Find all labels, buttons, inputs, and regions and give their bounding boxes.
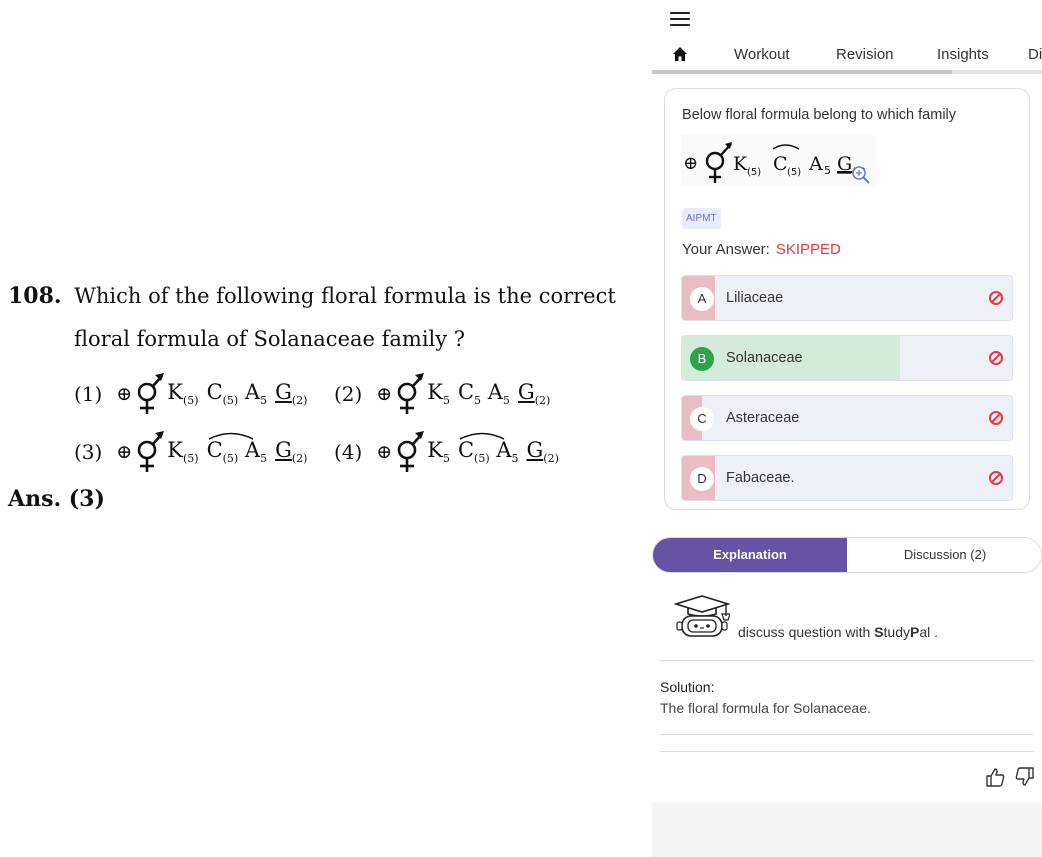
bisexual-flower-icon [395,430,425,474]
floral-formula [116,372,315,416]
scan-option-label: (4) [334,440,363,464]
svg-text:5: 5 [824,164,831,177]
explanation-discussion-toggle [652,537,1042,573]
answer-option-d[interactable] [681,455,1013,501]
not-selected-icon [988,290,1004,306]
answer-option-b[interactable] [681,335,1013,381]
formula-image[interactable] [681,135,876,187]
actinomorphic-symbol: ⊕ [116,383,133,405]
scan-option-2 [334,372,558,416]
question-line-1 [8,283,616,309]
gynoecium-term: $G_{(2)}$ [517,380,551,408]
option-text: Asteraceae [726,410,800,426]
scan-option-3 [74,430,315,474]
question-number: 108. [8,283,62,309]
not-selected-icon [988,470,1004,486]
divider [660,660,1034,661]
bisexual-flower-icon [135,372,165,416]
tab-insights[interactable]: Insights [937,46,989,63]
studypal-robot-icon[interactable] [674,594,730,640]
studypal-p: P [910,624,920,640]
svg-text:(5): (5) [747,167,762,178]
hamburger-menu-icon[interactable] [670,12,690,30]
option-text: Fabaceae. [726,470,795,486]
solution-title: Solution: [660,679,715,695]
not-selected-icon [988,410,1004,426]
option-letter: A [690,287,714,311]
svg-text:G: G [837,153,853,175]
gynoecium-term: $G_{(2)}$ [526,438,559,466]
calyx-term: $K_{(5)}$ [167,380,199,408]
thumbs-down-icon[interactable] [1014,766,1036,788]
corolla-androecium-term: $C_{(5)}$ $A_5$ [458,438,519,465]
tab-discussion[interactable]: Di [1028,46,1042,63]
studypal-prefix: discuss question with [738,624,875,640]
scan-option-label: (2) [334,382,363,406]
option-text: Solanaceae [726,350,803,366]
studypal-tudy: tudy [883,624,910,640]
scan-option-label: (1) [74,382,103,406]
actinomorphic-symbol: ⊕ [376,383,393,405]
option-letter: B [690,347,714,371]
tab-discussion-count[interactable]: Discussion (2) [847,538,1042,572]
option-letter: D [690,467,714,491]
solution-text: The floral formula for Solanaceae. [660,700,871,716]
studypal-al: al . [919,624,939,640]
tab-revision[interactable]: Revision [836,46,894,63]
svg-text:C: C [773,153,788,175]
actinomorphic-symbol: ⊕ [376,441,393,463]
question-text-1: Which of the following floral formula is the correct [74,284,616,308]
corolla-androecium-term: $C_{(5)}$ $A_5$ [207,438,268,465]
question-card [664,88,1030,510]
studypal-link[interactable] [738,624,938,640]
scan-option-1 [74,372,315,416]
corolla-androecium-term: $C_5$ $A_5$ [457,380,510,408]
question-panel [652,0,1042,857]
calyx-term: $K_5$ [427,438,450,466]
answer-option-c[interactable] [681,395,1013,441]
not-selected-icon [988,350,1004,366]
floral-formula [116,430,315,474]
gynoecium-term: $G_{(2)}$ [275,438,308,466]
answer-text: Ans. (3) [8,486,105,512]
studypal-s: S [874,624,884,640]
corolla-androecium-term: $C_{(5)}$ $A_5$ [206,380,268,408]
bisexual-flower-icon [395,372,425,416]
nav-tabs [652,38,1042,74]
gynoecium-term: $G_{(2)}$ [275,380,308,408]
option-text: Liliaceae [726,290,784,306]
calyx-term: $K_5$ [427,380,450,408]
bottom-bar [652,802,1042,857]
option-letter: C [690,407,714,431]
scan-option-4 [334,430,567,474]
scan-option-label: (3) [74,440,103,464]
actinomorphic-symbol: ⊕ [116,441,133,463]
divider [660,751,1034,752]
bisexual-flower-icon [135,430,165,474]
floral-formula [376,372,558,416]
your-answer [682,241,841,258]
question-line-2: floral formula of Solanaceae family ? [74,327,466,351]
calyx-term: $K_{(5)}$ [167,438,199,466]
question-stem: Below floral formula belong to which family [682,107,957,123]
tab-active-indicator [652,70,952,74]
home-icon[interactable] [672,46,688,62]
thumbs-up-icon[interactable] [984,766,1006,788]
divider [660,734,1034,735]
tab-explanation[interactable]: Explanation [653,538,847,572]
formula-circ: ⊕ [683,153,699,174]
floral-formula-graphic [681,135,876,187]
answer-option-a[interactable] [681,275,1013,321]
svg-text:A: A [809,153,823,175]
svg-text:(5): (5) [787,167,802,178]
your-answer-status: SKIPPED [775,241,841,258]
tab-workout[interactable]: Workout [734,46,790,63]
zoom-in-icon [853,167,869,183]
exam-tag: AIPMT [682,208,721,229]
svg-text:K: K [733,153,748,175]
floral-formula [376,430,567,474]
your-answer-label: Your Answer: [682,241,770,258]
